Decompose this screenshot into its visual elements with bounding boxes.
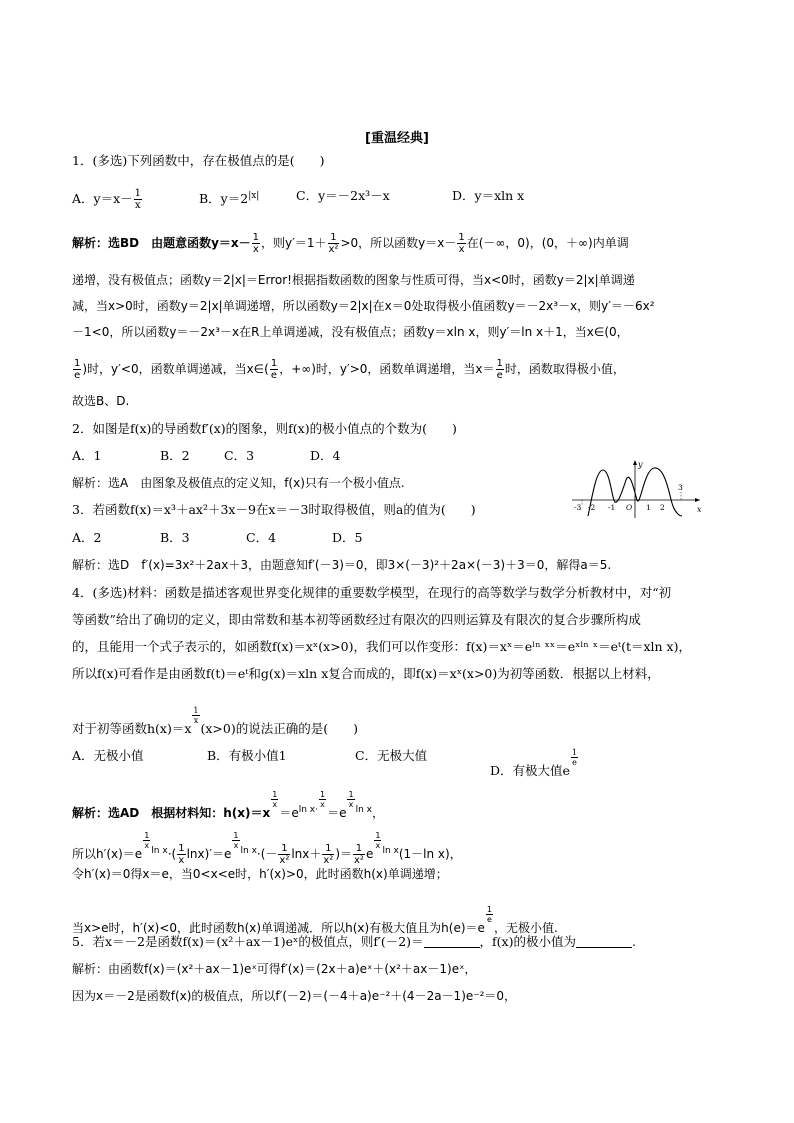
y-axis-arrow [633,460,637,465]
q1-stem: 1．(多选)下列函数中，存在极值点的是( ) [72,153,325,168]
q4-option-b[interactable]: B．有极小值1 [207,748,287,763]
q1-solution-line-1: 解析：选BD 由题意函数y＝x－ $\frac{1}{x}$ ，则y′＝1＋ $\frac{1}{\text{x²}}$ >0，所以函数y＝x－ $\frac{1}{x}$ 在(－∞，0)，(0，＋∞)内单调 [72,232,629,255]
x-axis-arrow [695,498,700,502]
q2-option-c[interactable]: C．3 [224,448,255,463]
q5-blank-1[interactable] [424,935,480,948]
q3-option-b[interactable]: B．3 [160,530,190,545]
derivative-graph [570,458,705,520]
q3-solution: 解析：选D f′(x)=3x²＋2ax＋3，由题意知f′(－3)＝0，即3×(－3)²＋2a×(－3)＋3＝0，解得a＝5. [72,558,612,572]
q4-solution-line-4: 当x>e时，h′(x)<0，此时函数h(x)单调递减．所以h(x)有极大值且为h(e)＝e $\frac{1}{e}$ ，无极小值. [72,905,558,935]
origin-label: O [626,503,633,512]
q4-solution-line-1: 解析：选AD 根据材料知：h(x)＝x $\frac{1}{x}$ $=e^{ln x\cdot}$ $\frac{1}{x}$ ＝e $\frac{1}{x}$ $^{ln x}$， [72,790,384,820]
tick-label-1: 1 [646,503,651,512]
q1-solution-line-2: 递增，没有极值点；函数y＝2|x|＝Error!根据指数函数的图象与性质可得，当x<0时，函数y＝2|x|单调递 [72,273,635,287]
q2-solution: 解析：选A 由图象及极值点的定义知，f(x)只有一个极小值点. [72,476,405,490]
q3-option-d[interactable]: D．5 [332,530,363,545]
q1-option-a-text: A．y＝x－ [72,191,133,206]
q3-stem: 3．若函数f(x)＝x³＋ax²＋3x－9在x＝－3时取得极值，则a的值为( ) [72,502,476,517]
q4-line-5: 对于初等函数h(x)＝x $\frac{1}{x}$ (x>0)的说法正确的是( ) [72,706,358,736]
tick-label-2: 2 [660,503,665,512]
q4-solution-line-2: 所以h′(x)＝e $\frac{1}{x}$ $^{ln x}$·( $\frac{1}{x}$ lnx)′＝e $\frac{1}{x}$ $^{ln x}$·(－ $\frac{1}{\text{x²}}$ lnx＋ $\frac{1}{\text{x²}}$ )＝ $\frac{1}{\text{x²}}$ e $\frac{1}{x}$ $^{ln x}$(1－ln x)， [72,831,462,866]
q4-line-4: 所以f(x)可看作是由函数f(t)＝eᵗ和g(x)＝xln x复合而成的，即f(x)＝xˣ(x>0)为初等函数．根据以上材料， [72,666,660,681]
tick-label--3: -3 [574,503,582,512]
section-title: [重温经典] [365,131,429,146]
q4-option-c[interactable]: C．无极大值 [355,748,428,763]
y-axis-label: y [638,460,643,469]
q1-solution-line-3: 减，当x>0时，函数y＝2|x|单调递增，所以函数y＝2|x|在x＝0处取得极小值函数y＝－2x³－x，则y′＝－6x² [72,299,655,313]
q4-option-d[interactable]: D．有极大值e $\frac{1}{e}$ [490,748,578,778]
x-axis-label: x [697,505,702,514]
q4-solution-line-3: 令h′(x)＝0得x＝e，当0<x<e时，h′(x)>0，此时函数h(x)单调递增； [72,867,448,881]
tick-label--1: -1 [608,503,616,512]
q5-solution-line-1: 解析：由函数f(x)＝(x²＋ax－1)eˣ可得f′(x)＝(2x＋a)eˣ＋(x²＋ax－1)eˣ， [72,962,477,976]
q4-line-1: 4．(多选)材料：函数是描述客观世界变化规律的重要数学模型，在现行的高等数学与数学分析教材中，对“初 [72,585,672,600]
q1-option-c[interactable]: C．y＝－2x³－x [296,188,390,203]
q2-stem: 2．如图是f(x)的导函数f′(x)的图象，则f(x)的极小值点的个数为( ) [72,421,457,436]
q1-solution-line-5: $\frac{1}{e}$ )时，y′<0，函数单调递减，当x∈( $\frac{1}{e}$ ，+∞)时，y′>0，函数单调递增，当x＝ $\frac{1}{e}$ 时，函数取得极小值， [74,358,625,381]
q1-solution-line-4: －1<0，所以函数y＝－2x³－x在R上单调递减，没有极值点；函数y＝xln x，则y′＝ln x＋1，当x∈(0， [72,325,629,339]
q2-option-a[interactable]: A．1 [72,448,102,463]
q1-solution-line-6: 故选B、D. [72,394,130,408]
q1-option-a[interactable] [72,188,143,211]
q1-option-a-frac: $\frac{1}{x}$ [134,188,142,211]
q5-solution-line-2: 因为x＝－2是函数f(x)的极值点，所以f′(－2)＝(－4＋a)e⁻²＋(4－2a－1)e⁻²＝0， [72,989,517,1003]
q1-option-b[interactable]: B．$y=2^{|x|}$ [199,191,260,206]
q2-option-d[interactable]: D．4 [310,448,341,463]
q3-option-a[interactable]: A．2 [72,530,102,545]
q5-blank-2[interactable] [576,935,632,948]
q5-stem: 5．若x＝－2是函数f(x)＝(x²＋ax－1)eˣ的极值点，则f′(－2)＝ ，f(x)的极小值为 . [72,934,636,949]
q1-option-d[interactable]: D．y＝xln x [452,188,525,203]
tick-label-3: 3 [678,483,683,492]
q4-option-a[interactable]: A．无极小值 [72,748,144,763]
q3-option-c[interactable]: C．4 [246,530,277,545]
q4-line-3: 的，且能用一个式子表示的，如函数f(x)＝xˣ(x>0)，我们可以作变形：f(x)＝xˣ＝eˡⁿ ˣˣ＝eˣˡⁿ ˣ＝eᵗ(t＝xln x)， [72,639,691,654]
q2-option-b[interactable]: B．2 [160,448,190,463]
q4-line-2: 等函数”给出了确切的定义，即由常数和基本初等函数经过有限次的四则运算及有限次的复合步骤所构成 [72,612,641,627]
tick-label--2: -2 [588,503,596,512]
